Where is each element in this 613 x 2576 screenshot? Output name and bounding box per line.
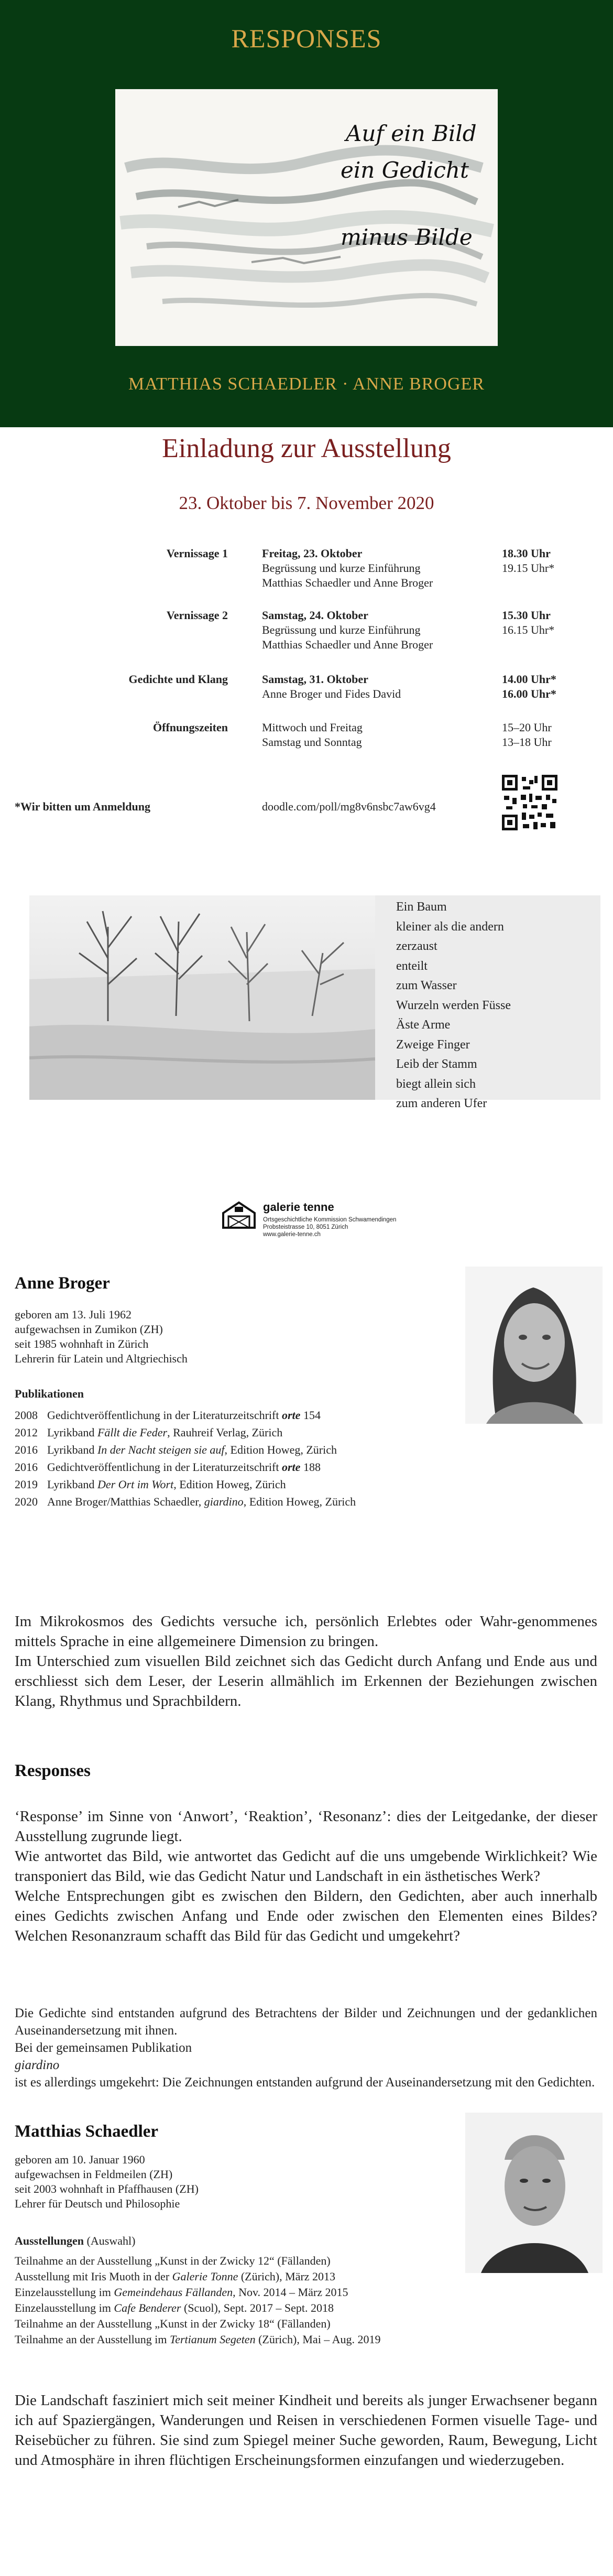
poem-line: Zweige Finger (396, 1037, 470, 1052)
anne-statement (15, 1611, 597, 1711)
artwork-text-line-2: ein Gedicht (341, 157, 469, 183)
poem-line: Leib der Stamm (396, 1057, 477, 1071)
anne-bio (15, 1307, 444, 1366)
publication-row: 2016 Lyrikband In der Nacht steigen sie auf, Edition Howeg, Zürich (15, 1443, 337, 1456)
publication-row: 2019 Lyrikband Der Ort im Wort, Edition Howeg, Zürich (15, 1478, 286, 1491)
schedule-time: 16.15 Uhr* (502, 623, 555, 636)
responses-paragraph: ‘Response’ im Sinne von ‘Anwort’, ‘Reaktion’, ‘Resonanz’: dies der Leitgedanke, der dieser Ausstellung zugrunde liegt. (15, 1808, 597, 1845)
schedule-label: Öffnungszeiten (153, 721, 228, 734)
exhibition-row: Teilnahme an der Ausstellung im Tertianum Segeten (Zürich), Mai – Aug. 2019 (15, 2333, 381, 2346)
exhibition-row: Einzelausstellung im Cafe Benderer (Scuol), Sept. 2017 – Sept. 2018 (15, 2301, 334, 2314)
bio-line: Lehrerin für Latein und Altgriechisch (15, 1352, 188, 1365)
statement-paragraph: Im Unterschied zum visuellen Bild zeichnet sich das Gedicht durch Anfang und Ende aus und erschliesst sich dem Leser, der Leserin allmählich im Erkennen der Beziehungen zwischen Klang, Rhythmus und Sprachbildern. (15, 1653, 597, 1709)
poem-line: kleiner als die andern (396, 919, 504, 934)
schedule-row-opening-hours (0, 720, 613, 752)
responses-paragraph: Wie antwortet das Bild, wie antwortet das Gedicht auf die uns umgebende Wirklichkeit? Wie transponiert das Bild, wie das Gedicht Natur und Landschaft in ein ästhetisches Werk? (15, 1848, 597, 1885)
schedule-line: Matthias Schaedler und Anne Broger (262, 638, 433, 651)
poem-line: Wurzeln werden Füsse (396, 998, 511, 1012)
schedule-label: Vernissage 1 (166, 547, 228, 560)
schedule-label: Vernissage 2 (166, 609, 228, 622)
tree-photo (29, 895, 375, 1100)
exhibition-row: Teilnahme an der Ausstellung „Kunst in der Zwicky 18“ (Fällanden) (15, 2317, 331, 2330)
artwork-text-line-3: minus Bilde (341, 224, 473, 250)
bio-line: seit 1985 wohnhaft in Zürich (15, 1337, 149, 1350)
schedule-date: Freitag, 23. Oktober (262, 547, 363, 560)
poem-line: Äste Arme (396, 1018, 451, 1032)
schedule-time: 14.00 Uhr* (502, 673, 556, 686)
schedule-row-vernissage-1 (0, 546, 613, 593)
matthias-statement: Die Landschaft fasziniert mich seit meiner Kindheit und bereits als junger Erwachsener begann ich auf Spaziergängen, Wanderungen und Reisen in verschiedenen Formen visuelle Tage- und Reisebücher zu führen. Sie sind zum Spiegel meiner Suche geworden, Raum, Bewegung, Licht und Atmosphäre in ihren flüchtigen Erscheinungsformen einzufangen und wiederzugeben. (15, 2392, 597, 2469)
matthias-bio (15, 2152, 444, 2211)
publication-row: 2008 Gedichtveröffentlichung in der Literaturzeitschrift orte 154 (15, 1409, 321, 1422)
schedule-date: Samstag, 24. Oktober (262, 609, 368, 622)
exhibition-row: Teilnahme an der Ausstellung „Kunst in der Zwicky 12“ (Fällanden) (15, 2254, 331, 2267)
schedule-line: Begrüssung und kurze Einführung (262, 623, 421, 636)
note-paragraph: Bei der gemeinsamen Publikation giardino ist es allerdings umgekehrt: Die Zeichnungen entstanden aufgrund der Auseinandersetzung mit den Gedichten. (15, 2041, 595, 2090)
schedule-row-gedichte-klang (0, 672, 613, 703)
poem-line: zum anderen Ufer (396, 1097, 487, 1110)
publication-list (15, 1406, 460, 1510)
schedule-line: Anne Broger und Fides David (262, 687, 401, 700)
header-title: RESPONSES (231, 24, 382, 53)
anne-name: Anne Broger (15, 1274, 110, 1293)
poem-line: Ein Baum (396, 900, 447, 914)
publications-heading: Publikationen (15, 1387, 84, 1400)
bio-line: aufgewachsen in Zumikon (ZH) (15, 1323, 163, 1336)
bio-line: aufgewachsen in Feldmeilen (ZH) (15, 2168, 173, 2181)
gallery-info-line: Ortsgeschichtliche Kommission Schwamendingen (263, 1217, 397, 1223)
invitation-title: Einladung zur Ausstellung (162, 434, 451, 463)
bio-line: geboren am 10. Januar 1960 (15, 2153, 145, 2166)
schedule-time: 15.30 Uhr (502, 609, 551, 622)
bio-line: geboren am 13. Juli 1962 (15, 1308, 132, 1321)
qr-code-icon[interactable] (502, 775, 557, 830)
gallery-logo (221, 1200, 397, 1238)
poem-line: zerzaust (396, 939, 437, 953)
publication-row: 2012 Lyrikband Fällt die Feder, Rauhreif Verlag, Zürich (15, 1426, 283, 1439)
note-paragraph: Die Gedichte sind entstanden aufgrund des Betrachtens der Bilder und Zeichnungen und der gedanklichen Auseinandersetzung mit ihnen. (15, 2006, 597, 2038)
schedule-date: Samstag, 31. Oktober (262, 673, 368, 686)
schedule-time: 19.15 Uhr* (502, 561, 555, 575)
photo-poem-block (29, 895, 600, 1110)
matthias-portrait (465, 2113, 603, 2273)
schedule-label: Gedichte und Klang (128, 673, 228, 686)
poem-line: enteilt (396, 959, 428, 973)
registration-link[interactable]: doodle.com/poll/mg8v6nsbc7aw6vg4 (262, 800, 436, 813)
exhibition-row: Einzelausstellung im Gemeindehaus Fällanden, Nov. 2014 – März 2015 (15, 2286, 348, 2299)
schedule-line: Samstag und Sonntag (262, 735, 362, 749)
poem-line: zum Wasser (396, 979, 457, 992)
poem-text (396, 897, 600, 1114)
header-banner (0, 0, 613, 427)
registration-note: *Wir bitten um Anmeldung (15, 800, 150, 813)
poem-line: biegt allein sich (396, 1077, 476, 1091)
schedule-time: 15–20 Uhr (502, 721, 552, 734)
artwork-image (115, 89, 498, 346)
exhibition-dates: 23. Oktober bis 7. November 2020 (179, 493, 434, 513)
artist-names: MATTHIAS SCHAEDLER · ANNE BROGER (128, 374, 485, 394)
barn-icon (221, 1200, 257, 1230)
schedule-time: 13–18 Uhr (502, 735, 552, 749)
publication-row: 2016 Gedichtveröffentlichung in der Literaturzeitschrift orte 188 (15, 1460, 321, 1474)
schedule-time: 16.00 Uhr* (502, 687, 556, 700)
bio-line: Lehrer für Deutsch und Philosophie (15, 2197, 180, 2210)
artwork-text-line-1: Auf ein Bild (346, 121, 477, 146)
exhibitions-heading: Ausstellungen (Auswahl) (15, 2234, 136, 2247)
publication-row: 2020 Anne Broger/Matthias Schaedler, giardino, Edition Howeg, Zürich (15, 1495, 356, 1508)
gallery-info-line: Probsteistrasse 10, 8051 Zürich (263, 1224, 348, 1230)
exhibition-list (15, 2253, 460, 2347)
statement-paragraph: Im Mikrokosmos des Gedichts versuche ich, persönlich Erlebtes oder Wahr-genommenes mittels Sprache in eine allgemeinere Dimension zu bringen. (15, 1613, 597, 1650)
anne-portrait (465, 1267, 603, 1424)
gallery-address (263, 1216, 399, 1238)
schedule-line: Matthias Schaedler und Anne Broger (262, 576, 433, 589)
gallery-website[interactable]: www.galerie-tenne.ch (263, 1231, 321, 1238)
responses-heading: Responses (15, 1761, 91, 1780)
exhibition-row: Ausstellung mit Iris Muoth in der Galerie Tonne (Zürich), März 2013 (15, 2270, 336, 2283)
matthias-name: Matthias Schaedler (15, 2122, 159, 2141)
responses-text (15, 1806, 597, 1946)
schedule-line: Mittwoch und Freitag (262, 721, 363, 734)
schedule-time: 18.30 Uhr (502, 547, 551, 560)
gallery-name: galerie tenne (263, 1200, 334, 1214)
schedule-row-vernissage-2 (0, 608, 613, 655)
bio-line: seit 2003 wohnhaft in Pfaffhausen (ZH) (15, 2182, 199, 2195)
schedule-line: Begrüssung und kurze Einführung (262, 561, 421, 575)
responses-note (15, 2005, 597, 2091)
responses-paragraph: Welche Entsprechungen gibt es zwischen den Bildern, den Gedichten, aber auch innerhalb eines Gedichts zwischen Anfang und Ende oder zwischen den Elementen eines Bildes? Welchen Resonanzraum schafft das Bild für das Gedicht und umgekehrt? (15, 1888, 597, 1944)
